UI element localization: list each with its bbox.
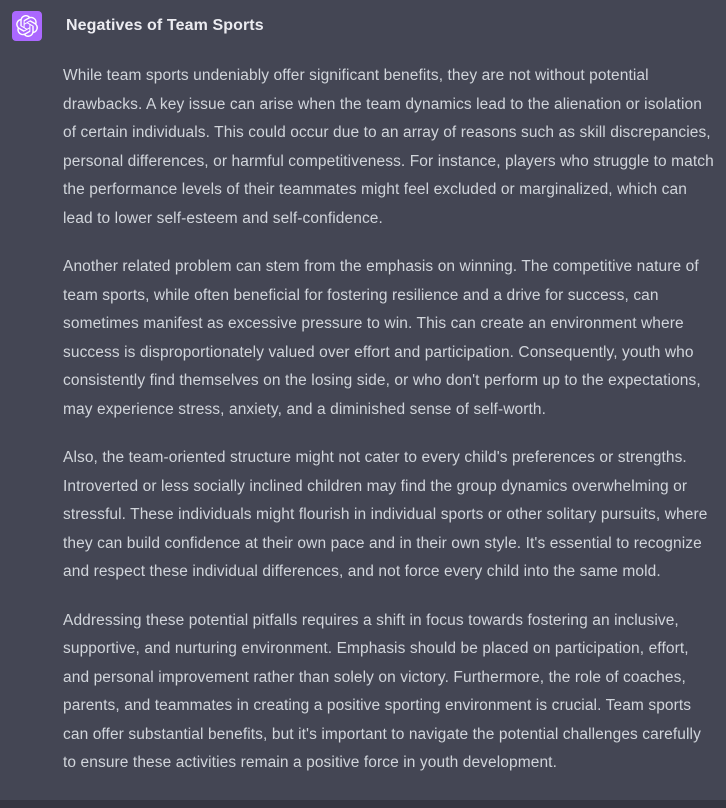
paragraph-2: Another related problem can stem from the emphasis on winning. The competitive nature of team sports, while often beneficial for fostering resilience and a drive for success, can sometimes manifest as excessive pressure to win. This can create an environment where success is disproportionately valued over effort and participation. Consequently, youth who consistently find themselves on the losing side, or who don't perform up to the expectations, may experience stress, anxiety, and a diminished sense of self-worth.	[63, 258, 701, 418]
next-message-row-edge	[0, 800, 726, 808]
assistant-avatar	[12, 11, 42, 41]
openai-logo-icon	[16, 15, 38, 37]
message-title: Negatives of Team Sports	[66, 17, 264, 34]
assistant-message	[12, 11, 714, 778]
paragraph-3: Also, the team-oriented structure might not cater to every child's preferences or strengths. Introverted or less socially inclined children may find the group dynamics overwhelming or stressful. These individuals might flourish in individual sports or other solitary pursuits, where they can build confidence at their own pace and in their own style. It's essential to recognize and respect these individual differences, and not force every child into the same mold.	[63, 449, 708, 580]
message-body	[63, 62, 714, 778]
paragraph-4: Addressing these potential pitfalls requires a shift in focus towards fostering an inclusive, supportive, and nurturing environment. Emphasis should be placed on participation, effort, and personal improvement rather than solely on victory. Furthermore, the role of coaches, parents, and teammates in creating a positive sporting environment is crucial. Team sports can offer substantial benefits, but it's important to navigate the potential challenges carefully to ensure these activities remain a positive force in youth development.	[63, 611, 701, 771]
message-header	[12, 11, 714, 41]
paragraph-1: While team sports undeniably offer significant benefits, they are not without potential drawbacks. A key issue can arise when the team dynamics lead to the alienation or isolation of certain individuals. This could occur due to an array of reasons such as skill discrepancies, personal differences, or harmful competitiveness. For instance, players who struggle to match the performance levels of their teammates might feel excluded or marginalized, which can lead to lower self-esteem and self-confidence.	[63, 67, 714, 227]
